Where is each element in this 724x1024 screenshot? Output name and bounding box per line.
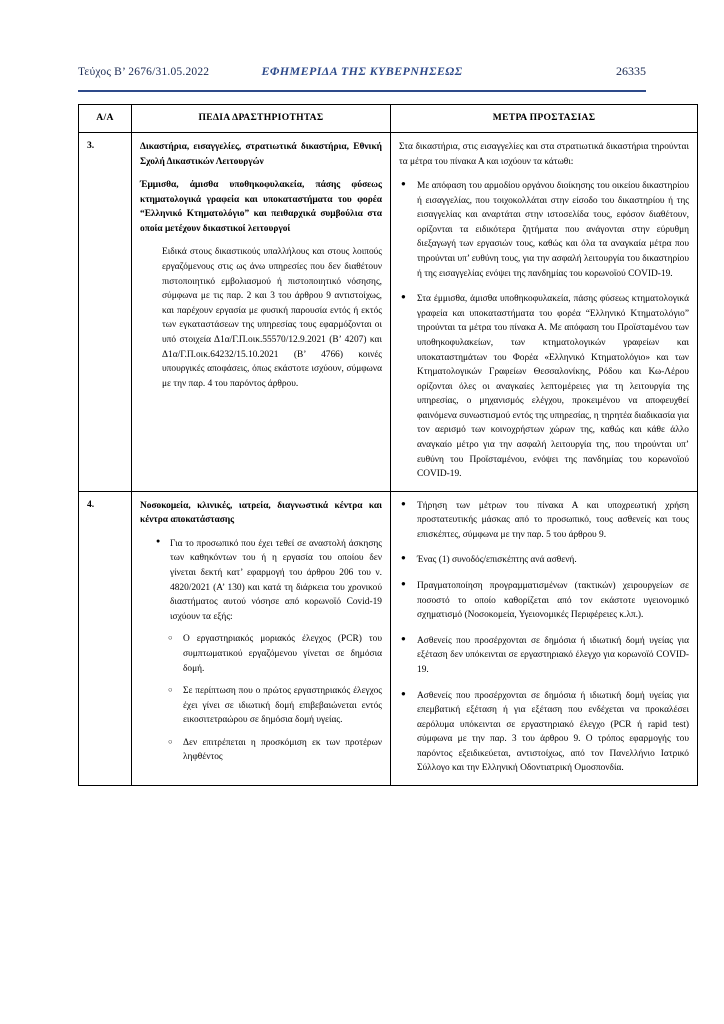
list-item: ○ Δεν επιτρέπεται η προσκόμιση εκ των προτέρων ληφθέντος [166, 736, 382, 765]
header-gazette-title: ΕΦΗΜΕΡΙΔΑ ΤΗΣ ΚΥΒΕΡΝΗΣΕΩΣ [261, 64, 463, 78]
header-issue-label: Τεύχος Β’ 2676/31.05.2022 [78, 66, 210, 78]
fields-circle-list [166, 632, 382, 765]
table-header-row [79, 105, 698, 133]
list-item: ● Ασθενείς που προσέρχονται σε δημόσια ή ιδιωτική δομή υγείας για επεμβατική εξέταση ή για εξέταση που ενδέχεται να προκαλέσει αερόλυμα υπόκεινται σε εργαστηριακό έλεγχο (PCR ή rapid test) σύμφωνα με την παρ. 3 του άρθρου 9. Ο τρόπος εφαρμογής του παρόντος εξειδικεύεται, αντιστοίχως, από τον Πανελλήνιο Ιατρικό Σύλλογο και την Ελληνική Οδοντιατρική Ομοσπονδία. [399, 689, 689, 776]
row-fields-cell [132, 491, 391, 785]
fields-bold-paragraph: Έμμισθα, άμισθα υποθηκοφυλακεία, πάσης φύσεως κτηματολογικά γραφεία και υποκαταστήματα του φορέα “Ελληνικό Κτηματολόγιο” και πειθαρχικά συμβούλια στα οποία μετέχουν δικαστικοί λειτουργοί [140, 180, 382, 234]
row-measures-cell [391, 133, 698, 492]
table-row [79, 133, 698, 492]
table-row [79, 491, 698, 785]
row-number: 4. [79, 491, 132, 785]
list-item: ● Στα έμμισθα, άμισθα υποθηκοφυλακεία, πάσης φύσεως κτηματολογικά γραφεία και υποκαταστήματα του φορέα “Ελληνικό Κτηματολόγιο” τηρούνται τα μέτρα του πίνακα Α. Με απόφαση του Προϊσταμένου των υποθηκοφυλακείων, των κτηματολογικών γραφείων και υποκαταστημάτων του Φορέα «Ελληνικό Κτηματολόγιο» και των Κτηματολογικών Γραφείων Θεσσαλονίκης, Ρόδου και Κω-Λέρου ορίζονται όλες οι αναγκαίες λεπτομέρειες για τη λειτουργία της υπηρεσίας, ο μηχανισμός ελέγχου, προκειμένου να αποφευχθεί φαινόμενα συνωστισμού εντός της υπηρεσίας, η τηρητέα διαδικασία για τον αερισμό των κοινοχρήστων χώρων της, καθώς και κάθε άλλο αναγκαίο μέτρο για την ασφαλή λειτουργία της, που τηρούνται υπ’ ευθύνη του Προϊσταμένου, ενόψει της πανδημίας του κορωνοϊού COVID-19. [399, 292, 689, 482]
column-header-measures: ΜΕΤΡΑ ΠΡΟΣΤΑΣΙΑΣ [391, 105, 698, 133]
header-page-number: 26335 [616, 64, 646, 78]
list-item: ● Ασθενείς που προσέρχονται σε δημόσια ή ιδιωτική δομή υγείας για εξέταση δεν υπόκεινται σε εργαστηριακό έλεγχο για κορωνοϊό COVID-19. [399, 634, 689, 678]
list-item: ● Τήρηση των μέτρων του πίνακα Α και υποχρεωτική χρήση προστατευτικής μάσκας από το προσωπικό, τους ασθενείς και τους επισκέπτες, σύμφωνα με την παρ. 5 του άρθρου 9. [399, 499, 689, 543]
column-header-fields: ΠΕΔΙΑ ΔΡΑΣΤΗΡΙΟΤΗΤΑΣ [132, 105, 391, 133]
fields-bullet-list [154, 537, 382, 624]
measures-table [78, 104, 698, 786]
row-fields-cell [132, 133, 391, 492]
measures-bullet-list [399, 179, 689, 482]
list-item: ● Ένας (1) συνοδός/επισκέπτης ανά ασθενή. [399, 553, 689, 568]
measures-lead-paragraph: Στα δικαστήρια, στις εισαγγελίες και στα στρατιωτικά δικαστήρια τηρούνται τα μέτρα του πίνακα Α και ισχύουν τα κάτωθι: [399, 142, 689, 167]
list-item: ● Πραγματοποίηση προγραμματισμένων (τακτικών) χειρουργείων σε ποσοστό το οποίο καθορίζεται από τον εκάστοτε υγειονομικό σχηματισμό (Νοσοκομεία, Υγειονομικές Περιφέρειες κ.λπ.). [399, 579, 689, 623]
list-item: ● Για το προσωπικό που έχει τεθεί σε αναστολή άσκησης των καθηκόντων του ή η εργασία του οποίου δεν γίνεται δεκτή κατ’ εφαρμογή του άρθρου 206 του ν. 4820/2021 (Α’ 130) και κατά τη διάρκεια του χρονικού διαστήματος αυτού νόσησε από κορωνοϊό Covid-19 ισχύουν τα εξής: [154, 537, 382, 624]
fields-indented-paragraph: Ειδικά στους δικαστικούς υπαλλήλους και στους λοιπούς εργαζόμενους στις ως άνω υπηρεσίες που δεν διαθέτουν πιστοποιητικό εμβολιασμού ή πιστοποιητικό νόσησης, σύμφωνα με τις παρ. 2 και 3 του άρθρου 9 αντιστοίχως, και παρέχουν εργασία με φυσική παρουσία εντός ή εκτός των εγκαταστάσεων της υπηρεσίας τους εφαρμόζονται οι υπό στοιχεία Δ1α/Γ.Π.οικ.55570/12.9.2021 (Β’ 4207) και Δ1α/Γ.Π.οικ.64232/15.10.2021 (Β’ 4766) κοινές υπουργικές αποφάσεις, όπως εκάστοτε ισχύουν, σύμφωνα με την παρ. 4 του παρόντος άρθρου. [162, 247, 382, 389]
list-item: ○ Σε περίπτωση που ο πρώτος εργαστηριακός έλεγχος έχει γίνει σε ιδιωτική δομή επιβεβαιώνεται εντός εικοσιτετραώρου σε δημόσια δομή υγείας. [166, 684, 382, 728]
list-item: ● Με απόφαση του αρμοδίου οργάνου διοίκησης του οικείου δικαστηρίου ή εισαγγελίας, που τοιχοκολλάται στην είσοδο του δικαστηρίου ή της εισαγγελίας και αναρτάται στην ιστοσελίδα τους, εφόσον διαθέτουν, ορίζονται τα ειδικότερα ζητήματα που ανάγονται στην εύρυθμη διεξαγωγή των εργασιών τους, καθώς και όλα τα αναγκαία μέτρα που τηρούνται υπ’ ευθύνη τους, για την ασφαλή λειτουργία του δικαστηρίου ή της εισαγγελίας ενόψει της πανδημίας του κορωνοϊού COVID-19. [399, 179, 689, 281]
fields-bold-paragraph: Νοσοκομεία, κλινικές, ιατρεία, διαγνωστικά κέντρα και κέντρα αποκατάστασης [140, 500, 382, 526]
page-header [78, 64, 646, 90]
header-divider [78, 90, 646, 92]
row-number: 3. [79, 133, 132, 492]
fields-bold-paragraph: Δικαστήρια, εισαγγελίες, στρατιωτικά δικαστήρια, Εθνική Σχολή Δικαστικών Λειτουργών [140, 142, 382, 167]
row-measures-cell [391, 491, 698, 785]
measures-bullet-list [399, 499, 689, 776]
column-header-aa: Α/Α [79, 105, 132, 133]
list-item: ○ Ο εργαστηριακός μοριακός έλεγχος (PCR) του συμπτωματικού εργαζόμενου γίνεται σε δημόσια δομή. [166, 632, 382, 676]
